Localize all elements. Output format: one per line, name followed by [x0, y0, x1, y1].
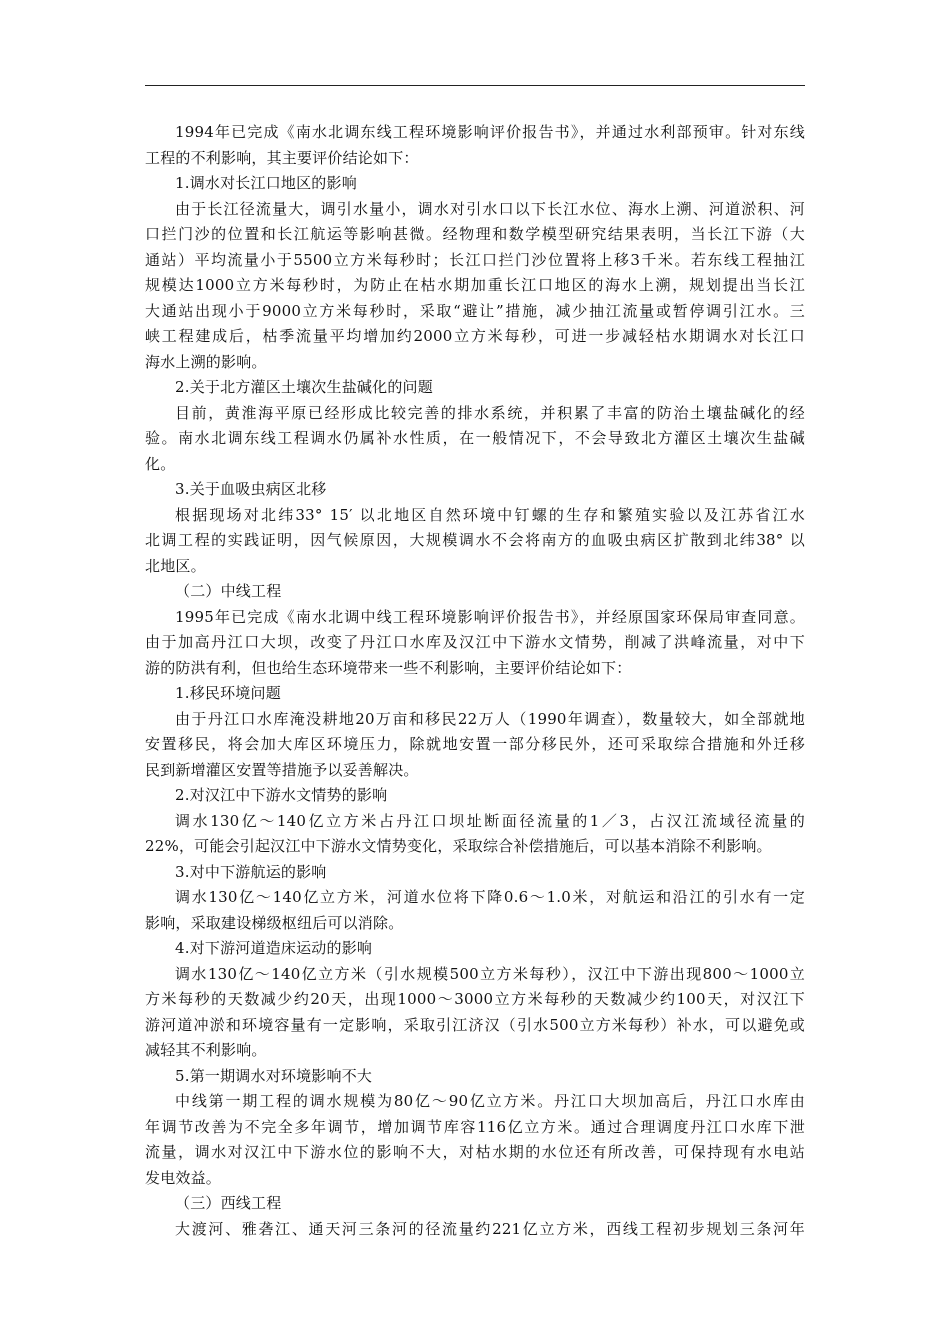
text-line: （二）中线工程 — [175, 582, 282, 600]
text-line: 1.调水对长江口地区的影响 — [175, 174, 357, 192]
text-line: 调水130亿～140亿立方米（引水规模500立方米每秒），汉江中下游出现800～1000立 — [175, 964, 805, 983]
text-line: 5.第一期调水对环境影响不大 — [175, 1066, 373, 1085]
document-body — [145, 120, 805, 1242]
text-line: 通站）平均流量小于5500立方米每秒时；长江口拦门沙位置将上移3千米。若东线工程抽江 — [145, 250, 805, 269]
text-line: （三）西线工程 — [175, 1194, 282, 1212]
text-line: 目前，黄淮海平原已经形成比较完善的排水系统，并积累了丰富的防治土壤盐碱化的经 — [175, 403, 805, 422]
text-line: 由于长江径流量大，调引水量小，调水对引水口以下长江水位、海水上溯、河道淤积、河 — [175, 199, 805, 218]
text-line: 峡工程建成后，枯季流量平均增加约2000立方米每秒，可进一步减轻枯水期调水对长江口 — [145, 327, 805, 345]
text-line: 大渡河、雅砻江、通天河三条河的径流量约221亿立方米，西线工程初步规划三条河年 — [175, 1219, 805, 1238]
text-line: 调水130亿～140亿立方米，河道水位将下降0.6～1.0米，对航运和沿江的引水有一定 — [175, 888, 805, 906]
text-line: 3.关于血吸虫病区北移 — [175, 480, 327, 498]
text-line: 大通站出现小于9000立方米每秒时，采取“避让”措施，减少抽江流量或暂停调引江水。三 — [145, 301, 805, 320]
text-line: 海水上溯的影响。 — [145, 352, 267, 371]
text-line: 3.对中下游航运的影响 — [175, 862, 327, 881]
text-line: 年调节改善为不完全多年调节，增加调节库容116亿立方米。通过合理调度丹江口水库下泄 — [145, 1117, 805, 1136]
text-line: 根据现场对北纬33° 15′ 以北地区自然环境中钉螺的生存和繁殖实验以及江苏省江水 — [175, 505, 805, 524]
text-line: 规模达1000立方米每秒时，为防止在枯水期加重长江口地区的海水上溯，规划提出当长江 — [145, 276, 805, 294]
text-line: 流量，调水对汉江中下游水位的影响不大，对枯水期的水位还有所改善，可保持现有水电站 — [145, 1143, 805, 1161]
text-line: 22%，可能会引起汉江中下游水文情势变化，采取综合补偿措施后，可以基本消除不利影响。 — [145, 837, 772, 855]
text-line: 化。 — [145, 454, 176, 473]
header-rule — [145, 85, 805, 86]
text-line: 中线第一期工程的调水规模为80亿～90亿立方米。丹江口大坝加高后，丹江口水库由 — [175, 1092, 805, 1110]
text-line: 方米每秒的天数减少约20天，出现1000～3000立方米每秒的天数减少约100天，对汉江下 — [145, 990, 805, 1008]
text-line: 北调工程的实践证明，因气候原因，大规模调水不会将南方的血吸虫病区扩散到北纬38° 以 — [145, 531, 805, 549]
text-line: 工程的不利影响，其主要评价结论如下： — [145, 148, 419, 167]
text-line: 影响，采取建设梯级枢纽后可以消除。 — [145, 913, 404, 932]
text-line: 4.对下游河道造床运动的影响 — [175, 939, 373, 957]
text-line: 验。南水北调东线工程调水仍属补水性质，在一般情况下，不会导致北方灌区土壤次生盐碱 — [145, 429, 805, 447]
text-line: 1.移民环境问题 — [175, 684, 281, 702]
text-line: 由于加高丹江口大坝，改变了丹江口水库及汉江中下游水文情势，削减了洪峰流量，对中下 — [145, 633, 805, 651]
text-line: 2.对汉江中下游水文情势的影响 — [175, 786, 388, 804]
text-line: 由于丹江口水库淹没耕地20万亩和移民22万人（1990年调查），数量较大，如全部就地 — [175, 709, 805, 728]
text-line: 发电效益。 — [145, 1168, 222, 1187]
text-line: 北地区。 — [145, 556, 206, 575]
text-line: 游的防洪有利，但也给生态环境带来一些不利影响，主要评价结论如下： — [145, 658, 632, 677]
text-line: 游河道冲淤和环境容量有一定影响，采取引江济汉（引水500立方米每秒）补水，可以避免或 — [145, 1015, 805, 1034]
text-line: 安置移民，将会加大库区环境压力，除就地安置一部分移民外，还可采取综合措施和外迁移 — [145, 735, 805, 753]
text-line: 民到新增灌区安置等措施予以妥善解决。 — [145, 760, 419, 779]
text-line: 2.关于北方灌区土壤次生盐碱化的问题 — [175, 378, 433, 396]
text-line: 减轻其不利影响。 — [145, 1041, 267, 1059]
text-line: 调水130亿～140亿立方米占丹江口坝址断面径流量的1／3，占汉江流域径流量的 — [175, 811, 805, 830]
text-line: 1994年已完成《南水北调东线工程环境影响评价报告书》，并通过水利部预审。针对东线 — [175, 123, 805, 141]
text-line: 口拦门沙的位置和长江航运等影响甚微。经物理和数学模型研究结果表明，当长江下游（大 — [145, 225, 805, 243]
text-line: 1995年已完成《南水北调中线工程环境影响评价报告书》，并经原国家环保局审查同意。 — [175, 607, 805, 626]
